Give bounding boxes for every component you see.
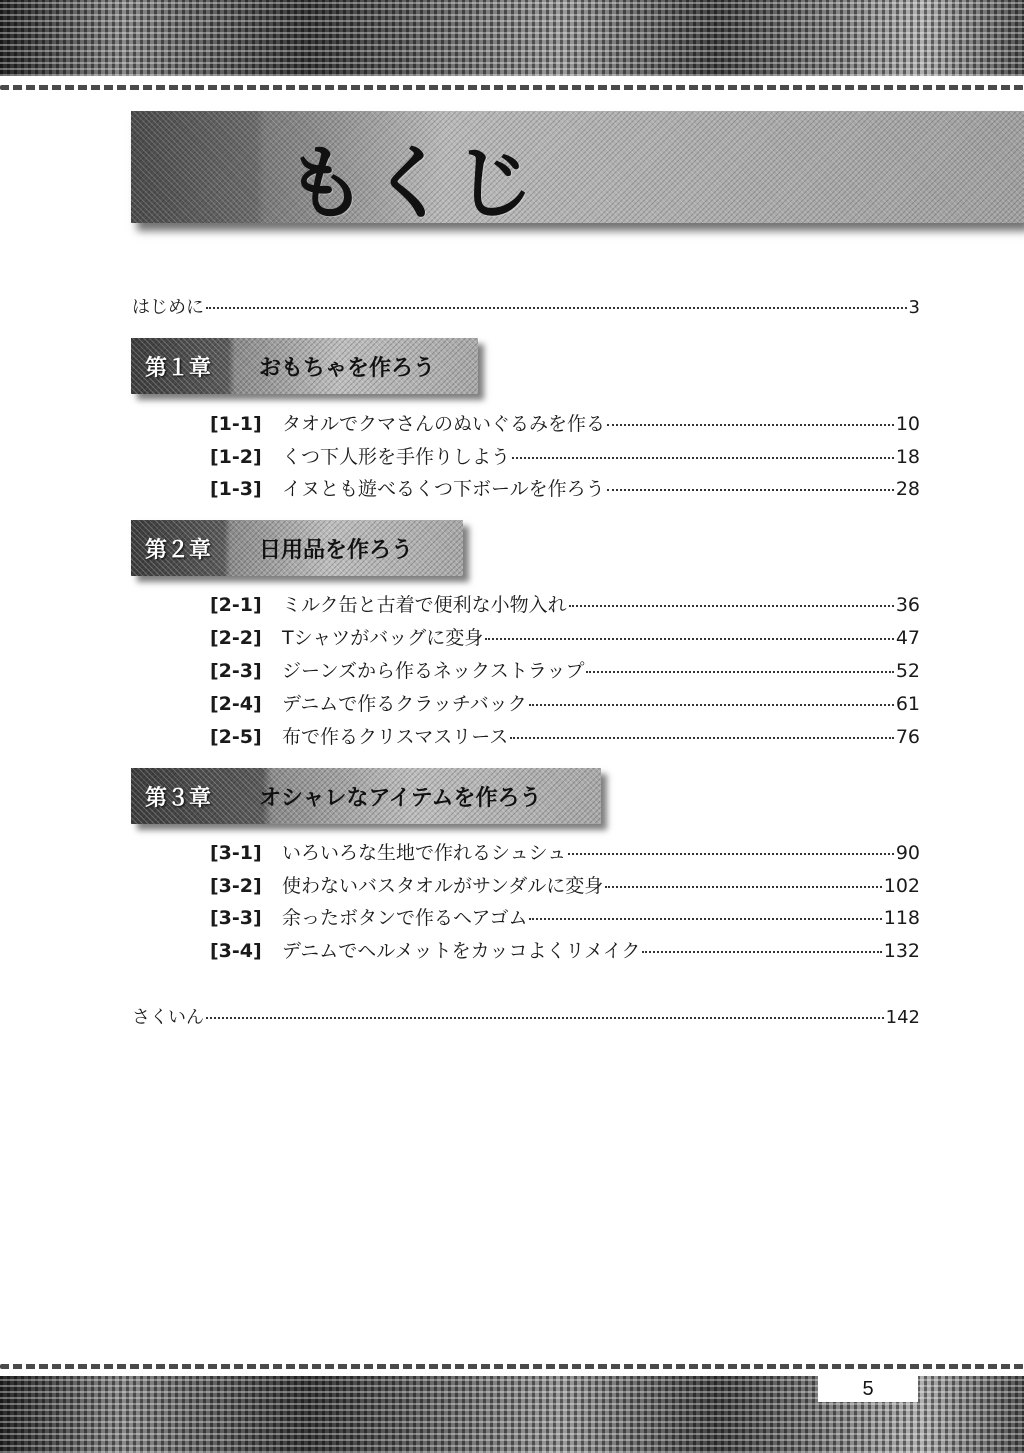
toc-page: 10 bbox=[895, 413, 920, 435]
dot-leader bbox=[485, 638, 894, 640]
dot-leader bbox=[512, 457, 894, 459]
bottom-stitch-line bbox=[0, 1364, 1024, 1369]
section-code: [3-1] bbox=[210, 842, 262, 864]
toc-page: 102 bbox=[883, 875, 920, 897]
dot-leader bbox=[206, 307, 907, 309]
dot-leader bbox=[569, 605, 894, 607]
toc-label: さくいん bbox=[132, 1007, 204, 1028]
section-code: [2-4] bbox=[210, 693, 262, 715]
section-title: 余ったボタンで作るヘアゴム bbox=[282, 907, 528, 929]
toc-row[interactable] bbox=[210, 905, 920, 931]
dot-leader bbox=[510, 737, 894, 739]
dot-leader bbox=[206, 1017, 884, 1019]
toc-page: 61 bbox=[895, 693, 920, 715]
toc-row[interactable] bbox=[210, 658, 920, 684]
section-code: [2-3] bbox=[210, 660, 262, 682]
chapter-banner-2 bbox=[131, 520, 463, 576]
section-title: 使わないバスタオルがサンダルに変身 bbox=[282, 875, 604, 897]
section-code: [2-2] bbox=[210, 627, 262, 649]
toc-page: 52 bbox=[895, 660, 920, 682]
toc-row[interactable] bbox=[210, 938, 920, 964]
section-title: 布で作るクリスマスリース bbox=[282, 726, 509, 748]
toc-page: 76 bbox=[895, 726, 920, 748]
toc-row[interactable] bbox=[210, 873, 920, 899]
toc-row-index[interactable] bbox=[132, 1005, 920, 1031]
page-number: 5 bbox=[818, 1376, 918, 1402]
chapter-number: 第２章 bbox=[145, 537, 212, 563]
dot-leader bbox=[607, 424, 894, 426]
top-stitch-line bbox=[0, 85, 1024, 90]
toc-page: 36 bbox=[895, 594, 920, 616]
toc-row[interactable] bbox=[210, 476, 920, 502]
dot-leader bbox=[568, 853, 894, 855]
toc-row[interactable] bbox=[210, 724, 920, 750]
chapter-name: 日用品を作ろう bbox=[259, 537, 414, 563]
toc-row[interactable] bbox=[210, 592, 920, 618]
toc-page: 90 bbox=[895, 842, 920, 864]
toc-page: 47 bbox=[895, 627, 920, 649]
section-title: Tシャツがバッグに変身 bbox=[282, 627, 484, 649]
section-code: [1-3] bbox=[210, 478, 262, 500]
toc-page: 118 bbox=[883, 907, 920, 929]
section-code: [3-2] bbox=[210, 875, 262, 897]
dot-leader bbox=[529, 918, 881, 920]
chapter-number: 第１章 bbox=[145, 355, 212, 381]
toc-label: はじめに bbox=[132, 297, 204, 318]
section-code: [2-1] bbox=[210, 594, 262, 616]
page-title: もくじ bbox=[286, 137, 538, 230]
toc-row[interactable] bbox=[210, 411, 920, 437]
toc-row[interactable] bbox=[210, 840, 920, 866]
section-title: デニムで作るクラッチバック bbox=[282, 693, 527, 715]
dot-leader bbox=[605, 886, 881, 888]
section-title: くつ下人形を手作りしよう bbox=[282, 446, 511, 468]
dot-leader bbox=[642, 951, 881, 953]
section-code: [1-2] bbox=[210, 446, 262, 468]
toc-row[interactable] bbox=[210, 691, 920, 717]
section-code: [3-4] bbox=[210, 940, 262, 962]
toc-row-intro[interactable] bbox=[132, 295, 920, 321]
section-code: [3-3] bbox=[210, 907, 262, 929]
toc-page: 3 bbox=[908, 297, 920, 318]
title-banner bbox=[131, 111, 1024, 230]
toc-page: 28 bbox=[895, 478, 920, 500]
section-title: ミルク缶と古着で便利な小物入れ bbox=[282, 594, 567, 616]
section-code: [1-1] bbox=[210, 413, 262, 435]
section-title: ジーンズから作るネックストラップ bbox=[282, 660, 585, 682]
dot-leader bbox=[586, 671, 893, 673]
chapter-name: オシャレなアイテムを作ろう bbox=[259, 785, 542, 811]
chapter-name: おもちゃを作ろう bbox=[259, 355, 436, 381]
dot-leader bbox=[529, 704, 894, 706]
top-fabric-band bbox=[0, 0, 1024, 76]
toc-page: 132 bbox=[883, 940, 920, 962]
toc-row[interactable] bbox=[210, 444, 920, 470]
chapter-banner-1 bbox=[131, 338, 478, 394]
toc-page: 18 bbox=[895, 446, 920, 468]
toc-page: 142 bbox=[885, 1007, 920, 1028]
chapter-number: 第３章 bbox=[145, 785, 212, 811]
toc-row[interactable] bbox=[210, 625, 920, 651]
section-title: いろいろな生地で作れるシュシュ bbox=[282, 842, 567, 864]
section-title: イヌとも遊べるくつ下ボールを作ろう bbox=[282, 478, 605, 500]
section-title: タオルでクマさんのぬいぐるみを作る bbox=[282, 413, 606, 435]
dot-leader bbox=[607, 489, 894, 491]
chapter-banner-3 bbox=[131, 768, 601, 824]
section-title: デニムでヘルメットをカッコよくリメイク bbox=[282, 940, 641, 962]
section-code: [2-5] bbox=[210, 726, 262, 748]
